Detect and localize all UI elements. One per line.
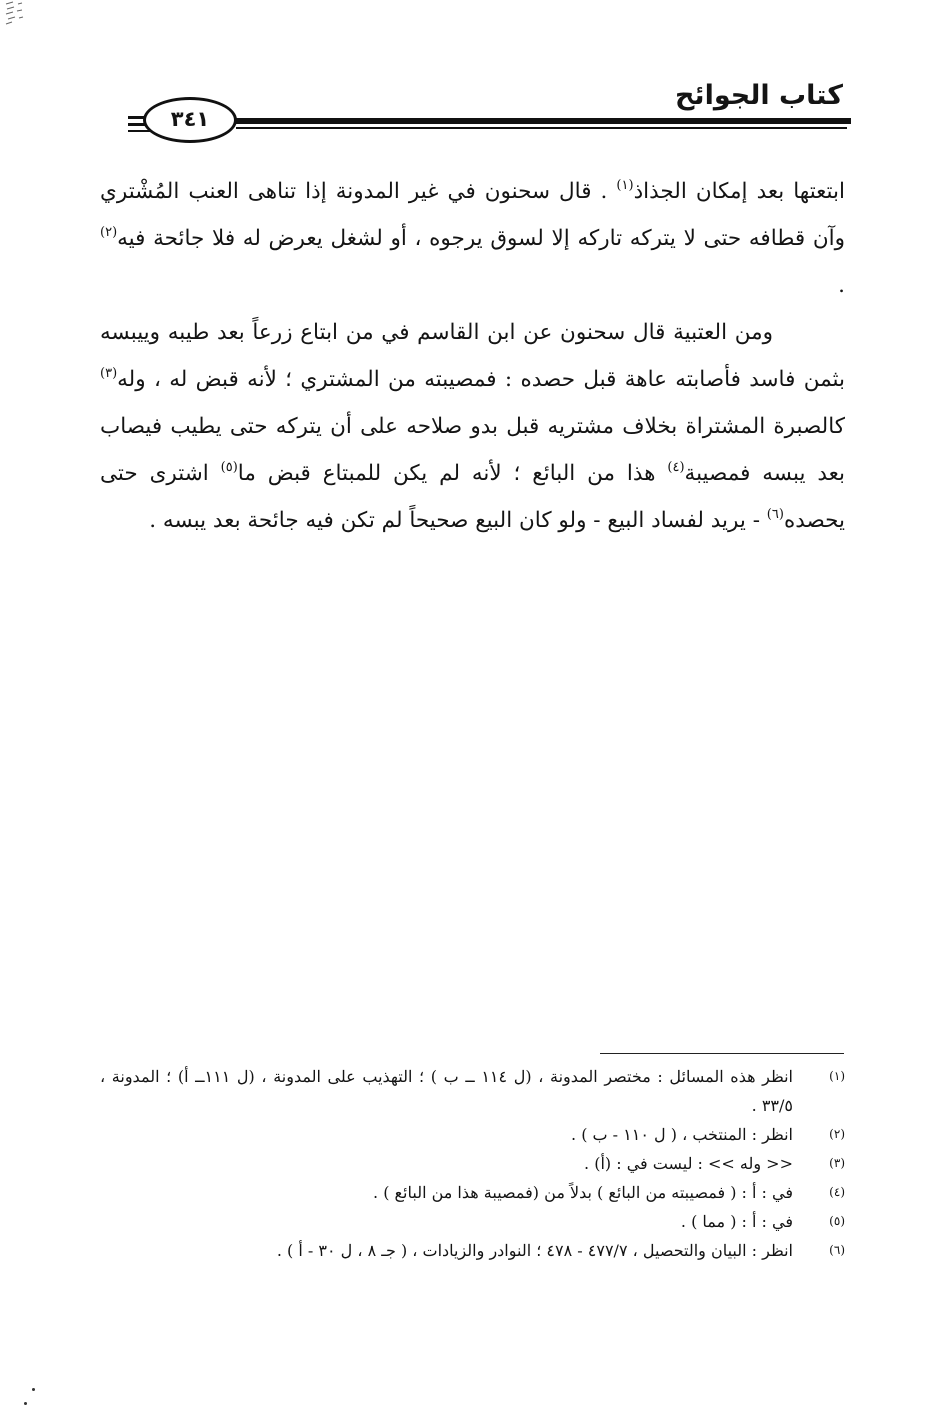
footnote-ref: (٢) (100, 225, 118, 240)
footnote-number: (٥) (829, 1214, 845, 1228)
text-run: هذا من البائع ؛ لأنه لم يكن للمبتاع قبض ما (237, 461, 668, 486)
footnote-ref: (٦) (766, 507, 784, 522)
footnote-separator (600, 1053, 844, 1054)
running-title: كتاب الجوائح (674, 80, 843, 111)
paragraph (100, 168, 845, 309)
footnote-text: انظر : المنتخب ، ( ل ١١٠ - ب ) . (571, 1125, 793, 1144)
footnote-number: (١) (829, 1069, 845, 1083)
footnote-ref: (٤) (667, 460, 685, 475)
page-number-frame (143, 97, 237, 143)
footnote-text: << وله >> : ليست في : (أ) . (584, 1154, 793, 1173)
footnote (100, 1178, 845, 1207)
text-run: . قال سحنون في غير المدونة إذا تناهى العنب المُشْتري وآن قطافه حتى لا يتركه تاركه إلا لسوق يرجوه ، أو لشغل يعرض له فلا جائحة فيه (100, 179, 845, 251)
footnote-number: (٦) (829, 1243, 845, 1257)
footnote-number: (٣) (829, 1156, 845, 1170)
text-run: ابتعتها بعد إمكان الجذاذ (633, 179, 846, 204)
footnotes (100, 1062, 845, 1265)
footnote (100, 1120, 845, 1149)
footnote-text: انظر هذه المسائل : مختصر المدونة ، (ل ١١٤ ــ ب ) ؛ التهذيب على المدونة ، (ل ١١١ــ أ) ؛ المدونة ، ٣٣/٥ . (100, 1067, 793, 1115)
scan-edge-marks (4, 0, 26, 40)
footnote (100, 1149, 845, 1178)
text-run: كالصبرة المشتراة بخلاف مشتريه قبل بدو صلاحه على أن يتركه حتى يطيب فيصاب بعد يبسه فمصيبة (100, 414, 845, 486)
footnote-text: في : أ : ( مما ) . (680, 1212, 793, 1231)
paragraph (100, 309, 845, 544)
text-run: اشترى حتى يحصده (100, 461, 845, 533)
scan-speck (32, 1388, 35, 1391)
footnote (100, 1236, 845, 1265)
footnote-number: (٢) (829, 1127, 845, 1141)
header-rule (236, 118, 851, 124)
header-rule-thin (236, 127, 847, 129)
text-run: ومن العتبية قال سحنون عن ابن القاسم في من ابتاع زرعاً بعد طيبه وييبسه بثمن فاسد فأصابته عاهة قبل حصده : فمصيبته من المشتري ؛ لأنه قبض له ، وله (100, 320, 845, 392)
text-run: - يريد لفساد البيع - ولو كان البيع صحيحاً لم تكن فيه جائحة بعد يبسه . (149, 508, 767, 533)
footnote-ref: (٣) (100, 366, 118, 381)
footnote (100, 1207, 845, 1236)
footnote-text: انظر : البيان والتحصيل ، ٤٧٧/٧ - ٤٧٨ ؛ النوادر والزيادات ، ( جـ ٨ ، ل ٣٠ - أ ) . (276, 1241, 793, 1260)
page-number: ٣٤١ (170, 107, 210, 131)
footnote (100, 1062, 845, 1120)
footnote-ref: (١) (616, 178, 634, 193)
main-text (100, 168, 845, 544)
text-run: . (838, 273, 845, 298)
footnote-number: (٤) (829, 1185, 845, 1199)
footnote-text: في : أ : ( فمصيبته من البائع ) بدلاً من (فمصيبة هذا من البائع ) . (373, 1183, 793, 1202)
scan-speck (24, 1402, 27, 1405)
footnote-ref: (٥) (220, 460, 238, 475)
